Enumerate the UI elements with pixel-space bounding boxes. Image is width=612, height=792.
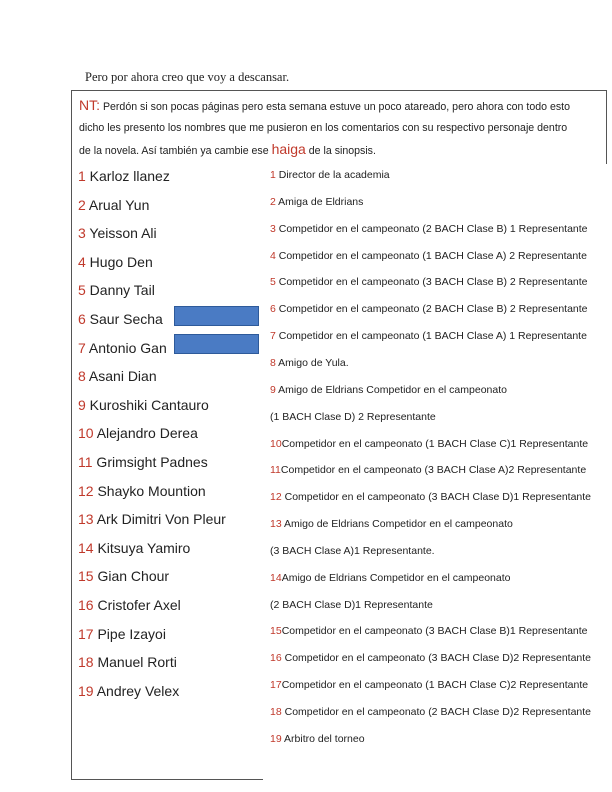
note-line-1: Perdón si son pocas páginas pero esta semana estuve un poco atareado, pero ahora con todo esto bbox=[100, 101, 570, 113]
name-label: Kuroshiki Cantauro bbox=[85, 396, 209, 413]
role-list-item bbox=[270, 196, 363, 208]
name-number: 7 bbox=[78, 339, 86, 356]
role-number: 16 bbox=[270, 652, 282, 665]
name-label: Manuel Rorti bbox=[93, 654, 177, 671]
name-list-item bbox=[78, 311, 163, 327]
name-number: 8 bbox=[78, 368, 86, 385]
role-label: Amigo de Yula. bbox=[275, 356, 349, 369]
role-list-item bbox=[270, 438, 588, 450]
name-label: Saur Secha bbox=[85, 311, 163, 327]
name-label: Ark Dimitri Von Pleur bbox=[93, 511, 226, 528]
role-label: Arbitro del torneo bbox=[281, 732, 365, 745]
role-label: Director de la academia bbox=[275, 169, 390, 181]
name-label: Hugo Den bbox=[85, 253, 153, 270]
name-list-item bbox=[78, 626, 166, 642]
name-list-item bbox=[78, 254, 153, 270]
redaction-bar bbox=[174, 334, 259, 354]
redaction-bar bbox=[174, 306, 259, 326]
role-list-item bbox=[270, 169, 390, 181]
frame-left-border bbox=[71, 160, 72, 780]
role-number: 19 bbox=[270, 732, 282, 745]
role-number: 5 bbox=[270, 276, 276, 289]
role-label: Competidor en el campeonato (3 BACH Clase D)2 Representante bbox=[281, 652, 592, 665]
name-list-item bbox=[78, 483, 206, 499]
name-label: Grimsight Padnes bbox=[92, 454, 208, 470]
name-number: 2 bbox=[78, 196, 86, 213]
role-number: 18 bbox=[270, 706, 282, 718]
name-list-item bbox=[78, 340, 167, 356]
role-number: 17 bbox=[270, 679, 282, 692]
frame-right-border bbox=[606, 160, 607, 164]
name-label: Gian Chour bbox=[93, 568, 170, 585]
role-label: Competidor en el campeonato (2 BACH Clase B) 1 Representante bbox=[275, 222, 588, 235]
note-line-3b: de la sinopsis. bbox=[305, 145, 376, 157]
role-number: 8 bbox=[270, 356, 276, 369]
note-highlight-word: haiga bbox=[271, 141, 306, 157]
role-list-item bbox=[270, 330, 587, 342]
name-number: 3 bbox=[78, 225, 86, 242]
role-number: 3 bbox=[270, 222, 276, 235]
name-number: 4 bbox=[78, 253, 86, 270]
role-number: 2 bbox=[270, 195, 276, 208]
name-label: Pipe Izayoi bbox=[93, 625, 166, 642]
name-label: Yeisson Ali bbox=[85, 225, 157, 242]
name-number: 14 bbox=[78, 539, 94, 556]
role-list-item bbox=[270, 223, 588, 235]
name-label: Shayko Mountion bbox=[93, 482, 206, 499]
role-label: Competidor en el campeonato (3 BACH Clase B)1 Representante bbox=[281, 625, 588, 638]
role-label: Competidor en el campeonato (1 BACH Clase C)2 Representante bbox=[281, 679, 589, 692]
name-label: Asani Dian bbox=[85, 368, 157, 385]
frame-bottom-border bbox=[71, 779, 263, 780]
role-label: (1 BACH Clase D) 2 Representante bbox=[270, 410, 436, 423]
role-number: 6 bbox=[270, 303, 276, 316]
role-list-item bbox=[270, 250, 587, 262]
role-list-item bbox=[270, 464, 586, 476]
role-list-item bbox=[270, 411, 436, 423]
note-line-2: dicho les presento los nombres que me pusieron en los comentarios con su respectivo personaje dentro bbox=[79, 122, 568, 134]
role-list-item bbox=[270, 545, 435, 557]
name-number: 11 bbox=[78, 454, 93, 470]
role-number: 4 bbox=[270, 249, 276, 262]
name-number: 9 bbox=[78, 396, 86, 413]
name-number: 1 bbox=[78, 168, 86, 184]
name-list-item bbox=[78, 282, 155, 298]
name-list-item bbox=[78, 683, 179, 699]
name-list-item bbox=[78, 425, 198, 441]
role-list-item bbox=[270, 625, 588, 637]
name-number: 17 bbox=[78, 625, 94, 642]
name-label: Arual Yun bbox=[85, 196, 150, 213]
name-label: Antonio Gan bbox=[85, 339, 167, 356]
name-number: 18 bbox=[78, 654, 94, 671]
role-number: 13 bbox=[270, 518, 282, 531]
role-number: 14 bbox=[270, 571, 282, 584]
name-list-item bbox=[78, 597, 181, 613]
note-line-3a: de la novela. Así también ya cambie ese bbox=[79, 145, 272, 157]
role-label: Competidor en el campeonato (3 BACH Clase A)2 Representante bbox=[280, 464, 587, 477]
role-list-item bbox=[270, 706, 591, 718]
role-list-item bbox=[270, 303, 588, 315]
role-list-item bbox=[270, 384, 507, 396]
name-list-item bbox=[78, 454, 208, 470]
note-text bbox=[79, 95, 604, 162]
role-list-item bbox=[270, 518, 513, 530]
name-list-item bbox=[78, 368, 157, 384]
role-number: 12 bbox=[270, 491, 282, 504]
name-list-item bbox=[78, 511, 226, 527]
note-tag: NT: bbox=[79, 97, 100, 113]
name-number: 12 bbox=[78, 482, 94, 499]
role-list-item bbox=[270, 599, 433, 611]
name-number: 13 bbox=[78, 511, 94, 528]
name-number: 10 bbox=[78, 425, 94, 442]
role-number: 10 bbox=[270, 437, 282, 450]
role-label: Competidor en el campeonato (2 BACH Clase B) 2 Representante bbox=[275, 303, 588, 316]
role-label: Competidor en el campeonato (2 BACH Clase D)2 Representante bbox=[281, 706, 592, 718]
role-label: Competidor en el campeonato (3 BACH Clase B) 2 Representante bbox=[275, 276, 588, 289]
name-number: 15 bbox=[78, 568, 94, 585]
role-label: Competidor en el campeonato (1 BACH Clase C)1 Representante bbox=[281, 437, 589, 450]
name-label: Alejandro Derea bbox=[93, 425, 198, 442]
name-label: Kitsuya Yamiro bbox=[93, 539, 191, 556]
role-number: 7 bbox=[270, 330, 276, 343]
role-label: Competidor en el campeonato (1 BACH Clase A) 1 Representante bbox=[275, 330, 587, 343]
role-label: Amiga de Eldrians bbox=[275, 195, 364, 208]
role-label: Amigo de Eldrians Competidor en el campeonato bbox=[281, 518, 513, 531]
name-list-item bbox=[78, 540, 190, 556]
name-label: Cristofer Axel bbox=[93, 597, 181, 613]
name-label: Andrey Velex bbox=[93, 682, 180, 699]
name-list-item bbox=[78, 225, 157, 241]
role-list-item bbox=[270, 733, 365, 745]
role-number: 9 bbox=[270, 383, 276, 396]
name-list-item bbox=[78, 197, 149, 213]
name-list-item bbox=[78, 168, 170, 184]
name-number: 5 bbox=[78, 282, 86, 299]
role-number: 11 bbox=[270, 464, 281, 477]
intro-text: Pero por ahora creo que voy a descansar. bbox=[85, 70, 290, 84]
role-label: (3 BACH Clase A)1 Representante. bbox=[270, 544, 435, 557]
role-list-item bbox=[270, 357, 349, 369]
role-label: Competidor en el campeonato (3 BACH Clase D)1 Representante bbox=[281, 491, 592, 504]
name-list-item bbox=[78, 654, 177, 670]
name-number: 16 bbox=[78, 597, 94, 613]
name-list-item bbox=[78, 397, 209, 413]
role-label: (2 BACH Clase D)1 Representante bbox=[270, 598, 433, 611]
role-list-item bbox=[270, 679, 588, 691]
role-list-item bbox=[270, 276, 588, 288]
name-list-item bbox=[78, 568, 169, 584]
name-number: 6 bbox=[78, 311, 86, 327]
role-number: 1 bbox=[270, 169, 276, 181]
name-label: Karloz llanez bbox=[85, 168, 170, 184]
role-list-item bbox=[270, 572, 510, 584]
role-label: Amigo de Eldrians Competidor en el campeonato bbox=[275, 383, 507, 396]
role-list-item bbox=[270, 491, 591, 503]
role-number: 15 bbox=[270, 625, 282, 638]
name-label: Danny Tail bbox=[85, 282, 155, 299]
role-list-item bbox=[270, 652, 591, 664]
role-label: Amigo de Eldrians Competidor en el campeonato bbox=[281, 571, 511, 584]
role-label: Competidor en el campeonato (1 BACH Clase A) 2 Representante bbox=[275, 249, 587, 262]
name-number: 19 bbox=[78, 682, 94, 699]
